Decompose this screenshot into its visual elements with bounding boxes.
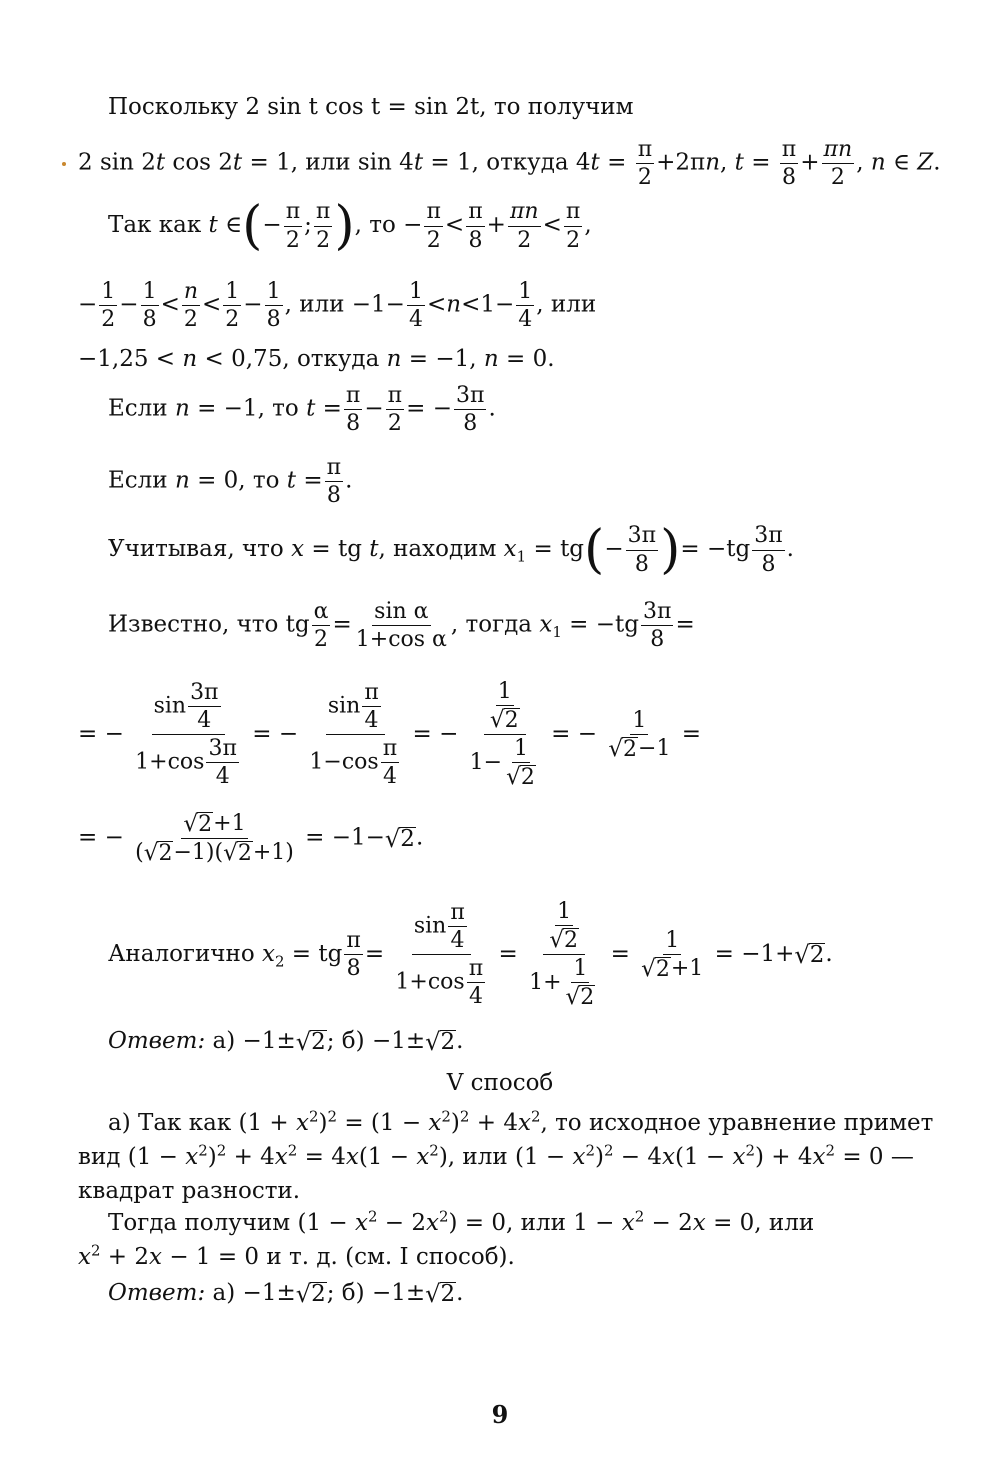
fraction: $\frac{\pi}{2}$ [637, 137, 653, 191]
fraction: $\frac{\text{sin α}}{\text{1+cos α}}$ [355, 599, 447, 653]
fraction: $\frac{\alpha}{2}$ [313, 599, 329, 653]
answer-1: Ответ: а) −1± √ 2 ; б) −1± √ 2 . [108, 1028, 464, 1056]
para-then-line2: $x^2 + 2x - 1 = 0$ и т. д. (см. I способ). [78, 1241, 515, 1270]
fraction: sin $\frac{3\pi}{4}$ 1+cos $\frac{3\pi}{4}$ [135, 680, 237, 790]
para-a-line1: а) Так как $(1 + x^2)^2 = (1 - x^2)^2 + 4x^2$, то исходное уравнение примет [108, 1107, 934, 1136]
line-considering: Учитывая, что x = tg t, находим $x_1 = tg(-$ $\frac{3\pi}{8}$ )= −tg $\frac{3\pi}{8}$ . [108, 520, 794, 580]
line-big-fractions: = − sin $\frac{3\pi}{4}$ 1+cos $\frac{3\pi}{4}$ = − sin $\frac{\pi}{4}$ 1−cos $\frac{\pi}{4}$ = − 1 √ 2 1− 1 √ 2 = − 1 √ 2 −1 = [78, 679, 702, 791]
fraction: $\frac{\pi}{2}$ [426, 199, 441, 253]
fraction: $\frac{3\pi}{8}$ [642, 599, 672, 653]
fraction: $\frac{1}{4}$ [408, 279, 423, 333]
line-range-n: −1,25 < n < 0,75, откуда n = −1, n = 0. [78, 346, 555, 372]
fraction: $\frac{n}{2}$ [183, 279, 199, 333]
fraction: $\frac{\pi n}{2}$ [509, 199, 539, 253]
fraction: 1 √ 2 1− 1 √ 2 [469, 679, 535, 791]
fraction: 1 √ 2 1+ 1 √ 2 [529, 899, 595, 1011]
fraction: $\frac{3\pi}{8}$ [456, 383, 485, 437]
fraction: $\frac{\pi}{8}$ [346, 928, 361, 982]
fraction: $\frac{\pi}{2}$ [565, 199, 581, 253]
fraction: $\frac{\pi}{2}$ [387, 383, 403, 437]
fraction: $\frac{\pi}{8}$ [326, 455, 342, 509]
line-equation-2: 2 sin 2t cos 2t = 1, или sin 4t = 1, откуда 4t = $\frac{\pi}{2}$ +2πn, t = $\frac{\pi}{8}$ + $\frac{\pi n}{2}$ , n ∈ Z. [78, 137, 941, 191]
fraction: 1 √ 2 −1 [608, 707, 671, 762]
page-number: 9 [491, 1400, 509, 1429]
fraction: sin $\frac{\pi}{4}$ 1+cos $\frac{\pi}{4}$ [395, 900, 484, 1010]
line-rationalize: = − √ 2 +1 ( √ 2 −1)( √ 2 +1) = −1− √ 2 . [78, 811, 424, 867]
fraction: $\frac{\pi}{8}$ [345, 383, 361, 437]
fraction: $\frac{3\pi}{8}$ [627, 523, 657, 577]
fraction: sin $\frac{\pi}{4}$ 1−cos $\frac{\pi}{4}$ [309, 680, 398, 790]
fraction: $\frac{1}{2}$ [101, 279, 116, 333]
fraction: $\frac{\pi}{2}$ [315, 199, 331, 253]
line-if-n-minus1: Если n = −1, то t = $\frac{\pi}{8}$ − $\frac{\pi}{2}$ = − $\frac{3\pi}{8}$ . [108, 383, 496, 437]
fraction: √ 2 +1 ( √ 2 −1)( √ 2 +1) [135, 811, 294, 867]
fraction: $\frac{1}{4}$ [518, 279, 533, 333]
answer-2: Ответ: а) −1± √ 2 ; б) −1± √ 2 . [108, 1280, 464, 1308]
para-a-line3: квадрат разности. [78, 1178, 301, 1204]
margin-dot [62, 162, 66, 166]
line-since: Поскольку 2 sin t cos t = sin 2t, то получим [108, 94, 634, 120]
line-known: Известно, что tg $\frac{\alpha}{2}$ = $\frac{\text{sin α}}{\text{1+cos α}}$ , тогда $x_1 = -tg$ $\frac{3\pi}{8}$ = [108, 599, 695, 653]
para-then-line1: Тогда получим $(1 - x^2 - 2x^2) = 0$, или $1 - x^2 - 2x = 0$, или [108, 1207, 815, 1236]
line-since-t-in: Так как t ∈(− $\frac{\pi}{2}$ ; $\frac{\pi}{2}$ ), то − $\frac{\pi}{2}$ < $\frac{\pi}{8}$ + $\frac{\pi n}{2}$ < $\frac{\pi}{2}$ , [108, 196, 592, 256]
fraction: $\frac{\pi}{8}$ [781, 137, 797, 191]
line-inequality-n: − $\frac{1}{2}$ − $\frac{1}{8}$ < $\frac{n}{2}$ < $\frac{1}{2}$ − $\frac{1}{8}$ , или −1− $\frac{1}{4}$ <n<1− $\frac{1}{4}$ , или [78, 279, 597, 333]
fraction: $\frac{1}{8}$ [142, 279, 157, 333]
fraction: $\frac{\pi n}{2}$ [823, 137, 853, 191]
fraction: $\frac{\pi}{2}$ [285, 199, 301, 253]
fraction: $\frac{3\pi}{8}$ [754, 523, 783, 577]
para-a-line2: вид $(1 - x^2)^2 + 4x^2 = 4x(1 - x^2)$, или $(1 - x^2)^2 - 4x(1 - x^2) + 4x^2 = 0$ — [78, 1141, 914, 1170]
fraction: $\frac{1}{2}$ [225, 279, 240, 333]
fraction: $\frac{1}{8}$ [266, 279, 281, 333]
line-if-n-0: Если n = 0, то t = $\frac{\pi}{8}$ . [108, 455, 353, 509]
fraction: $\frac{\pi}{8}$ [468, 199, 483, 253]
section-title: V способ [446, 1070, 554, 1096]
fraction: 1 √ 2 +1 [641, 927, 704, 982]
line-analogously: Аналогично $x_2$ = tg $\frac{\pi}{8}$ = sin $\frac{\pi}{4}$ 1+cos $\frac{\pi}{4}$ = 1 √ 2 1+ 1 √ 2 = 1 √ 2 +1 = −1+ √ 2 . [108, 899, 833, 1011]
